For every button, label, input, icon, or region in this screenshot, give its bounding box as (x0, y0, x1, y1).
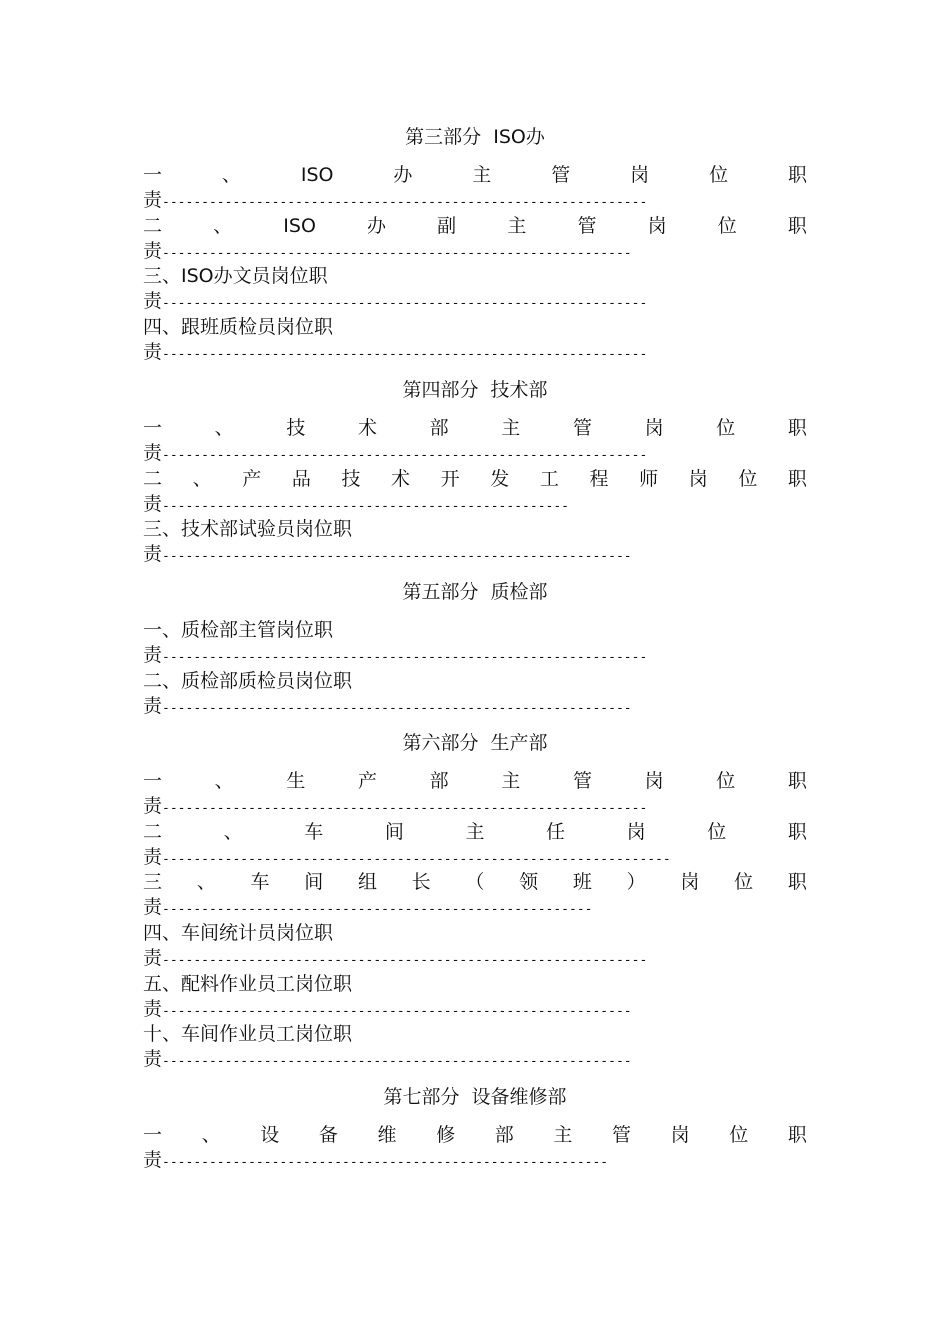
leader-dashes: -------------------------------------------------------------- (162, 195, 648, 210)
toc-entry-char: 产 (357, 770, 377, 792)
toc-entry-char: 岗 (644, 770, 664, 792)
toc-entry-tail: 责------------------------------------------------------------ (143, 240, 632, 262)
toc-entry-char: 位 (707, 821, 727, 843)
section-heading: 第三部分 ISO办 (405, 126, 545, 148)
toc-entry-head: 五、配料作业员工岗位职 (143, 973, 353, 995)
section-heading: 第六部分 生产部 (402, 732, 548, 754)
leader-dashes: ----------------------------------------------------------------- (162, 852, 671, 867)
toc-entry-char: 设 (260, 1124, 280, 1146)
toc-entry-char: 主 (501, 417, 521, 439)
section-heading: 第四部分 技术部 (402, 379, 548, 401)
toc-entry-char: 职 (787, 1124, 807, 1146)
toc-entry-char: 、 (223, 821, 243, 843)
toc-entry-char: 领 (519, 871, 539, 893)
toc-entry-char: 术 (391, 468, 411, 490)
toc-entry-char: 班 (572, 871, 592, 893)
toc-entry-tail: 责-------------------------------------------------------------- (143, 290, 648, 312)
toc-entry-char: 一 (143, 770, 163, 792)
toc-entry-char: 工 (539, 468, 559, 490)
toc-entry-char: 职 (787, 417, 807, 439)
toc-entry-char: 职 (787, 468, 807, 490)
toc-entry-char: 术 (357, 417, 377, 439)
toc-entry-char: 备 (318, 1124, 338, 1146)
toc-entry-char: 位 (729, 1124, 749, 1146)
toc-entry-char: 主 (553, 1124, 573, 1146)
toc-entry-char: 程 (589, 468, 609, 490)
toc-entry-char: 岗 (680, 871, 700, 893)
toc-entry-char: 位 (716, 417, 736, 439)
toc-entry-tail: 责----------------------------------------------------------------- (143, 846, 671, 868)
toc-entry-char: 位 (717, 215, 737, 237)
toc-entry-char: 岗 (688, 468, 708, 490)
toc-entry-char: 位 (709, 164, 729, 186)
leader-dashes: ------------------------------------------------------------ (162, 246, 632, 261)
toc-entry-char: 一 (143, 1124, 163, 1146)
toc-entry-tail: 责-------------------------------------------------------------- (143, 442, 648, 464)
toc-entry-tail: 责--------------------------------------------------------- (143, 1149, 609, 1171)
leader-dashes: ------------------------------------------------------------ (162, 1004, 632, 1019)
toc-entry-tail: 责---------------------------------------------------- (143, 493, 570, 515)
leader-dashes: ------------------------------------------------------------ (162, 549, 632, 564)
toc-entry-char: 部 (494, 1124, 514, 1146)
toc-entry-tail: 责-------------------------------------------------------------- (143, 947, 648, 969)
toc-entry-char: 职 (787, 215, 807, 237)
toc-entry-tail: 责-------------------------------------------------------------- (143, 795, 648, 817)
toc-entry-char: 开 (440, 468, 460, 490)
toc-entry-char: ） (626, 871, 646, 893)
toc-entry-char: （ (465, 871, 485, 893)
toc-entry-head: 十、车间作业员工岗位职 (143, 1023, 353, 1045)
toc-entry-char: 三 (143, 871, 163, 893)
toc-entry-char: 管 (572, 417, 592, 439)
toc-entry-char: 管 (572, 770, 592, 792)
toc-entry-head (143, 870, 807, 894)
toc-entry-head: 三、ISO办文员岗位职 (143, 265, 328, 287)
leader-dashes: -------------------------------------------------------------- (162, 953, 648, 968)
toc-entry-tail: 责------------------------------------------------------------ (143, 1048, 632, 1070)
toc-entry-char: 主 (465, 821, 485, 843)
toc-entry-char: 长 (411, 871, 431, 893)
leader-dashes: -------------------------------------------------------------- (162, 347, 648, 362)
toc-entry-head: 三、技术部试验员岗位职 (143, 518, 353, 540)
toc-entry-char: 间 (384, 821, 404, 843)
toc-entry-char: 主 (501, 770, 521, 792)
toc-entry-char: 岗 (644, 417, 664, 439)
toc-entry-char: ISO (283, 215, 316, 237)
leader-dashes: -------------------------------------------------------------- (162, 448, 648, 463)
toc-entry-char: 、 (196, 871, 216, 893)
toc-entry-char: 位 (738, 468, 758, 490)
toc-entry-char: 职 (787, 871, 807, 893)
toc-entry-head: 四、跟班质检员岗位职 (143, 316, 334, 338)
toc-entry-char: 发 (490, 468, 510, 490)
toc-entry-char: 职 (787, 821, 807, 843)
toc-entry-char: 位 (716, 770, 736, 792)
toc-entry-head: 二、质检部质检员岗位职 (143, 670, 353, 692)
toc-entry-char: 技 (341, 468, 361, 490)
section-heading: 第五部分 质检部 (402, 581, 548, 603)
toc-entry-head: 一、质检部主管岗位职 (143, 619, 334, 641)
toc-entry-char: 车 (304, 821, 324, 843)
toc-entry-char: 品 (291, 468, 311, 490)
toc-entry-head: 四、车间统计员岗位职 (143, 922, 334, 944)
toc-entry-head (143, 769, 807, 793)
toc-entry-head (143, 820, 807, 844)
toc-entry-char: 办 (393, 164, 413, 186)
toc-entry-head (143, 1123, 807, 1147)
toc-entry-char: ISO (300, 164, 334, 186)
toc-entry-char: 、 (192, 468, 212, 490)
toc-entry-char: 岗 (647, 215, 667, 237)
leader-dashes: ------------------------------------------------------------ (162, 701, 632, 716)
leader-dashes: -------------------------------------------------------------- (162, 296, 648, 311)
toc-entry-char: 部 (429, 417, 449, 439)
toc-entry-char: 、 (214, 770, 234, 792)
leader-dashes: --------------------------------------------------------- (162, 1155, 609, 1170)
toc-entry-char: 职 (787, 164, 807, 186)
toc-entry-char: 部 (429, 770, 449, 792)
toc-entry-char: 一 (143, 417, 163, 439)
toc-entry-char: 修 (436, 1124, 456, 1146)
toc-entry-char: 一 (143, 164, 163, 186)
toc-entry-char: 产 (242, 468, 262, 490)
toc-entry-char: 岗 (670, 1124, 690, 1146)
toc-entry-char: 组 (357, 871, 377, 893)
toc-entry-head (143, 416, 807, 440)
toc-entry-char: 间 (304, 871, 324, 893)
toc-entry-char: 二 (143, 215, 163, 237)
toc-entry-char: 办 (367, 215, 387, 237)
toc-entry-char: 副 (437, 215, 457, 237)
toc-entry-tail: 责------------------------------------------------------------ (143, 543, 632, 565)
leader-dashes: ---------------------------------------------------- (162, 499, 570, 514)
toc-entry-tail: 责-------------------------------------------------------------- (143, 644, 648, 666)
leader-dashes: ------------------------------------------------------------ (162, 1054, 632, 1069)
toc-entry-char: 岗 (626, 821, 646, 843)
toc-entry-char: 主 (472, 164, 492, 186)
toc-entry-tail: 责------------------------------------------------------- (143, 896, 593, 918)
toc-entry-char: 技 (286, 417, 306, 439)
toc-entry-tail: 责------------------------------------------------------------ (143, 998, 632, 1020)
toc-entry-tail: 责-------------------------------------------------------------- (143, 341, 648, 363)
toc-entry-char: 主 (507, 215, 527, 237)
toc-entry-char: 职 (787, 770, 807, 792)
toc-entry-tail: 责-------------------------------------------------------------- (143, 189, 648, 211)
toc-entry-char: 位 (734, 871, 754, 893)
section-heading: 第七部分 设备维修部 (383, 1086, 567, 1108)
leader-dashes: -------------------------------------------------------------- (162, 650, 648, 665)
toc-entry-head (143, 163, 807, 187)
toc-entry-char: 管 (551, 164, 571, 186)
toc-entry-char: 任 (546, 821, 566, 843)
toc-entry-char: 、 (213, 215, 233, 237)
toc-entry-head (143, 214, 807, 238)
toc-entry-char: 岗 (630, 164, 650, 186)
toc-entry-tail: 责------------------------------------------------------------ (143, 695, 632, 717)
toc-entry-char: 车 (250, 871, 270, 893)
toc-entry-head (143, 467, 807, 491)
toc-entry-char: 维 (377, 1124, 397, 1146)
toc-entry-char: 二 (143, 468, 163, 490)
toc-entry-char: 管 (612, 1124, 632, 1146)
toc-entry-char: 管 (577, 215, 597, 237)
toc-entry-char: 、 (214, 417, 234, 439)
leader-dashes: -------------------------------------------------------------- (162, 801, 648, 816)
toc-entry-char: 师 (639, 468, 659, 490)
toc-entry-char: 二 (143, 821, 163, 843)
toc-entry-char: 生 (286, 770, 306, 792)
toc-entry-char: 、 (221, 164, 241, 186)
toc-entry-char: 、 (201, 1124, 221, 1146)
leader-dashes: ------------------------------------------------------- (162, 902, 593, 917)
